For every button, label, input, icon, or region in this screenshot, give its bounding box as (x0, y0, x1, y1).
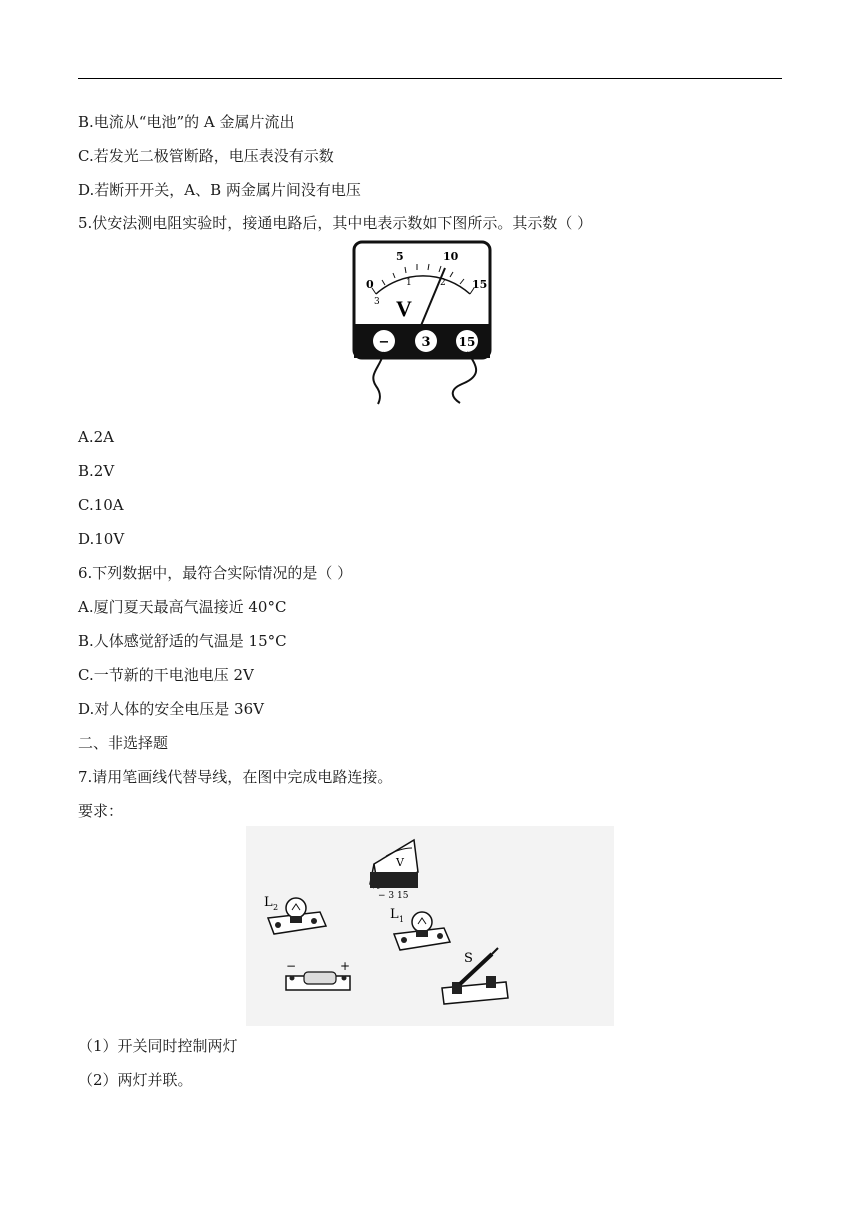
wire-left (373, 352, 384, 404)
voltmeter-terminals: − 3 15 (378, 891, 409, 901)
q5-option-a: A.2A (78, 428, 114, 446)
terminal-label-15: 15 (458, 335, 476, 349)
q6-stem: 6.下列数据中，最符合实际情况的是（ ） (78, 564, 353, 582)
q6-option-b: B.人体感觉舒适的气温是 15°C (78, 632, 287, 650)
voltmeter-symbol: V (396, 856, 404, 869)
q4-option-c: C.若发光二极管断路，电压表没有示数 (78, 147, 334, 165)
q5-option-d: D.10V (78, 530, 125, 548)
circuit-components-figure (246, 826, 614, 1026)
q7-requirement-label: 要求： (78, 802, 124, 820)
scale-label-5: 5 (396, 250, 404, 263)
q4-option-b: B.电流从“电池”的 A 金属片流出 (78, 113, 295, 131)
q7-stem: 7.请用笔画线代替导线，在图中完成电路连接。 (78, 768, 393, 786)
q5-option-c: C.10A (78, 496, 124, 514)
section-heading: 二、非选择题 (78, 734, 169, 752)
header-rule (78, 78, 782, 79)
q5-stem: 5.伏安法测电阻实验时，接通电路后，其中电表示数如下图所示。其示数（ ） (78, 214, 593, 232)
inner-label-1: 1 (406, 278, 412, 288)
terminal-label-3: 3 (421, 335, 431, 350)
q6-option-c: C.一节新的干电池电压 2V (78, 666, 254, 684)
q6-option-d: D.对人体的安全电压是 36V (78, 700, 264, 718)
lamp-l2-label: L (264, 895, 273, 910)
lamp-l2-subscript: 2 (273, 903, 279, 912)
lamp-l1-label: L (390, 907, 399, 922)
scale-label-0: 0 (366, 278, 374, 291)
meter-symbol: V (396, 296, 412, 321)
q5-option-b: B.2V (78, 462, 115, 480)
battery-minus-label: − (286, 959, 297, 973)
wire-right (453, 352, 476, 403)
scale-label-10: 10 (443, 250, 459, 263)
inner-label-2: 2 (440, 278, 446, 288)
inner-label-3: 3 (374, 297, 380, 307)
q7-requirement-1: （1）开关同时控制两灯 (78, 1037, 238, 1055)
q7-requirement-2: （2）两灯并联。 (78, 1071, 193, 1089)
scale-label-15: 15 (472, 278, 488, 291)
voltmeter-figure (350, 238, 492, 406)
q4-option-d: D.若断开开关，A、B 两金属片间没有电压 (78, 181, 361, 199)
lamp-l1-subscript: 1 (399, 915, 405, 924)
q6-option-a: A.厦门夏天最高气温接近 40°C (78, 598, 287, 616)
switch-label: S (464, 951, 473, 966)
battery-plus-label: + (340, 959, 351, 973)
terminal-label-negative: − (378, 335, 390, 350)
